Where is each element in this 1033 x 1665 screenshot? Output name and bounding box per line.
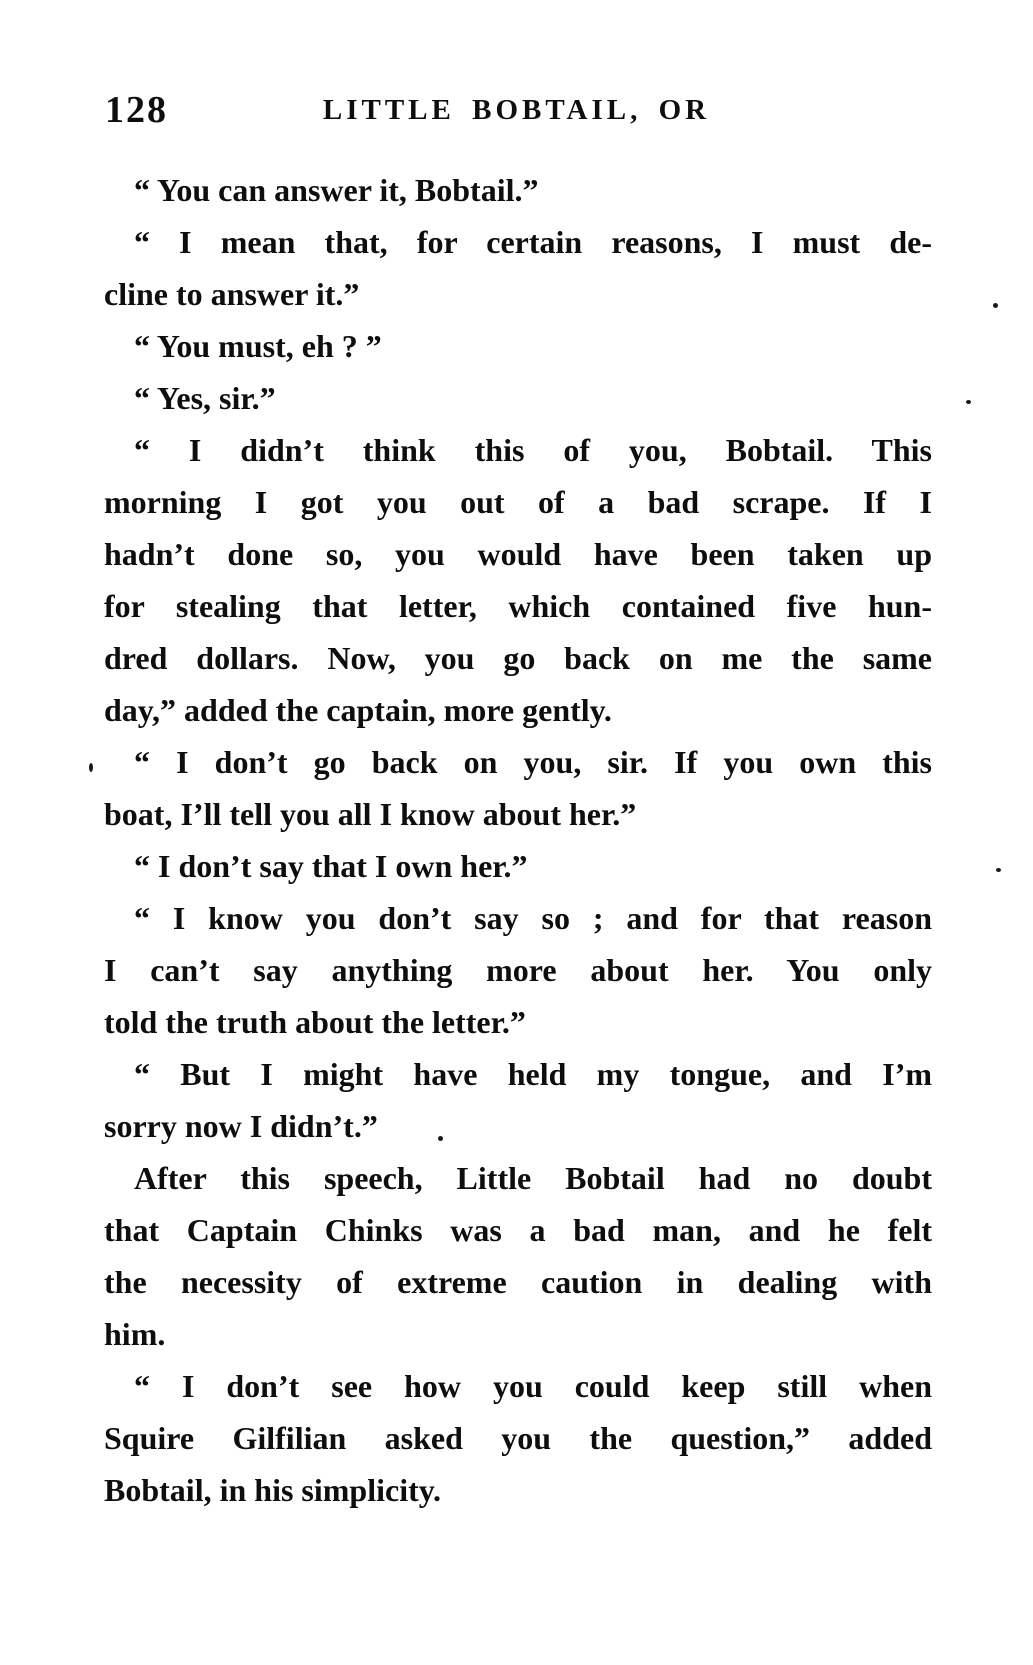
text-line: sorry now I didn’t.” bbox=[104, 1108, 378, 1144]
text-line: “ I don’t say that I own her.” bbox=[134, 848, 528, 884]
text-line: the necessity of extreme caution in dealing with bbox=[104, 1264, 932, 1300]
text-line: day,” added the captain, more gently. bbox=[104, 692, 612, 728]
text-line: “ You must, eh ? ” bbox=[134, 328, 382, 364]
text-line: morning I got you out of a bad scrape. If I bbox=[104, 484, 932, 520]
text-line: for stealing that letter, which contained five hun- bbox=[104, 588, 932, 624]
page-number: 128 bbox=[105, 89, 168, 131]
text-line: “ Yes, sir.” bbox=[134, 380, 276, 416]
text-line: “ I mean that, for certain reasons, I must de- bbox=[134, 224, 932, 260]
scan-artifact bbox=[996, 868, 1001, 872]
text-line: cline to answer it.” bbox=[104, 276, 360, 312]
text-line: “ I know you don’t say so ; and for that reason bbox=[134, 900, 932, 936]
text-line: him. bbox=[104, 1316, 166, 1352]
text-line: told the truth about the letter.” bbox=[104, 1004, 526, 1040]
body-text bbox=[104, 164, 932, 1516]
text-line: I can’t say anything more about her. You only bbox=[104, 952, 932, 988]
text-line: “ But I might have held my tongue, and I’m bbox=[134, 1056, 932, 1092]
scan-artifact bbox=[966, 400, 971, 404]
text-line: After this speech, Little Bobtail had no doubt bbox=[134, 1160, 932, 1196]
text-line: “ You can answer it, Bobtail.” bbox=[134, 172, 539, 208]
scan-artifact bbox=[438, 1136, 443, 1141]
running-title: LITTLE BOBTAIL, OR bbox=[322, 94, 711, 126]
text-line: boat, I’ll tell you all I know about her.” bbox=[104, 796, 637, 832]
text-line: hadn’t done so, you would have been taken up bbox=[104, 536, 932, 572]
scan-artifact bbox=[89, 763, 93, 772]
text-line: dred dollars. Now, you go back on me the same bbox=[104, 640, 932, 676]
text-line: Squire Gilfilian asked you the question,” added bbox=[104, 1420, 932, 1456]
text-line: Bobtail, in his simplicity. bbox=[104, 1472, 441, 1508]
text-line: “ I didn’t think this of you, Bobtail. This bbox=[134, 432, 932, 468]
text-line: “ I don’t see how you could keep still when bbox=[134, 1368, 932, 1404]
text-line: that Captain Chinks was a bad man, and he felt bbox=[104, 1212, 932, 1248]
scan-artifact bbox=[993, 303, 998, 308]
text-line: “ I don’t go back on you, sir. If you own this bbox=[134, 744, 932, 780]
